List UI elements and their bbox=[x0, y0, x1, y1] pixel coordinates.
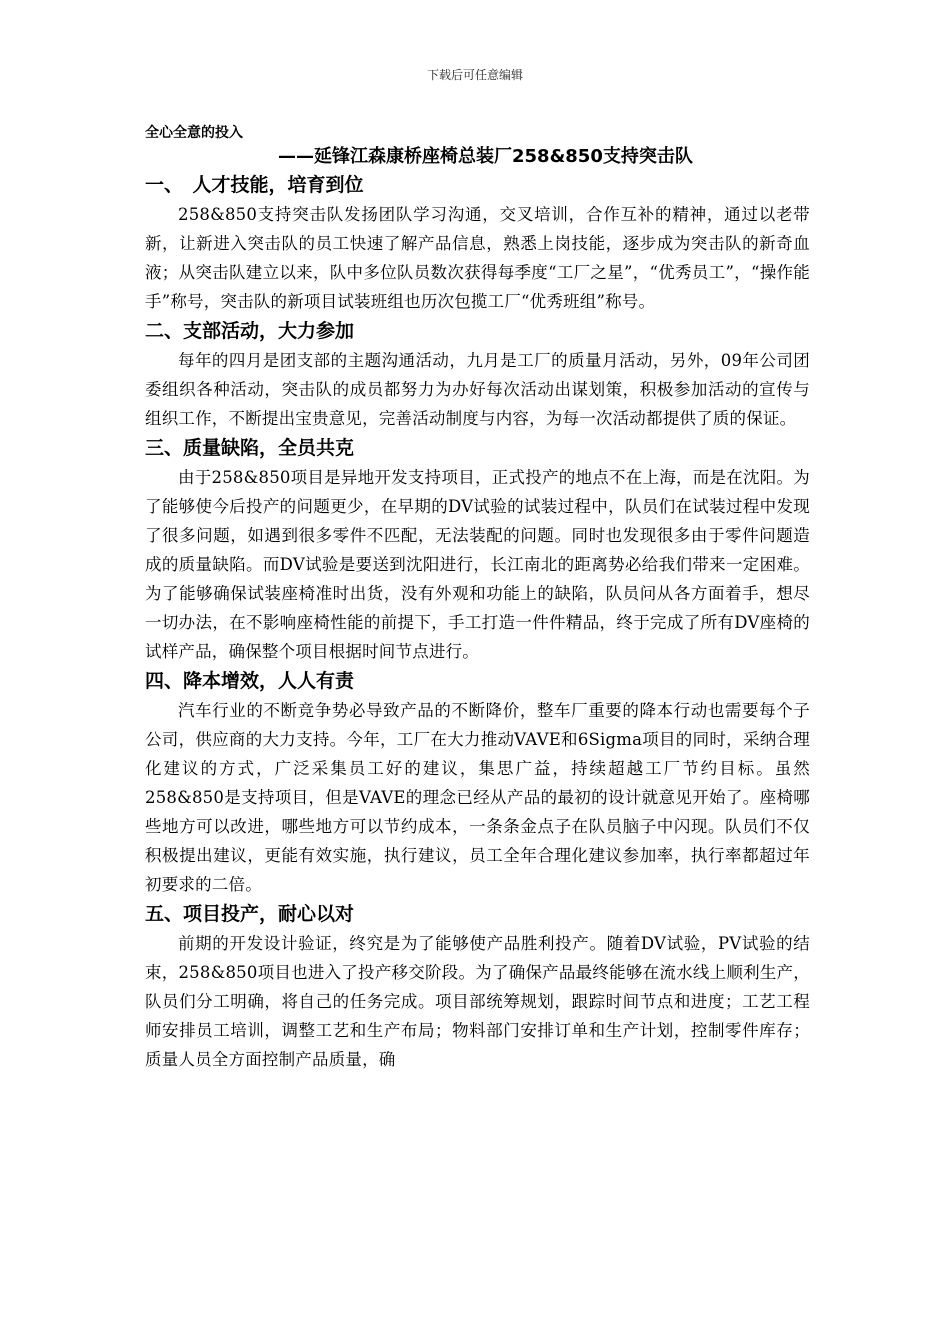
section-paragraph: 前期的开发设计验证，终究是为了能够使产品胜利投产。随着DV试验，PV试验的结束，258&850项目也进入了投产移交阶段。为了确保产品最终能够在流水线上顺利生产，队员们分工明确，将自己的任务完成。项目部统筹规划，跟踪时间节点和进度；工艺工程师安排员工培训，调整工艺和生产布局；物料部门安排订单和生产计划，控制零件库存；质量人员全方面控制产品质量，确 bbox=[145, 934, 810, 1069]
section-paragraph: 由于258&850项目是异地开发支持项目，正式投产的地点不在上海，而是在沈阳。为了能够使今后投产的问题更少，在早期的DV试验的试装过程中，队员们在试装过程中发现了很多问题，如遇到很多零件不匹配，无法装配的问题。同时也发现很多由于零件问题造成的质量缺陷。而DV试验是要送到沈阳进行，长江南北的距离势必给我们带来一定困难。为了能够确保试装座椅准时出货，没有外观和功能上的缺陷，队员问从各方面着手，想尽一切办法，在不影响座椅性能的前提下，手工打造一件件精品，终于完成了所有DV座椅的试样产品，确保整个项目根据时间节点进行。 bbox=[145, 468, 810, 661]
section-heading: 二、支部活动，大力参加 bbox=[145, 320, 355, 342]
section-quality-defects bbox=[145, 433, 810, 666]
document-title: 全心全意的投入 bbox=[145, 125, 243, 141]
section-paragraph: 258&850支持突击队发扬团队学习沟通，交叉培训，合作互补的精神，通过以老带新，让新进入突击队的员工快速了解产品信息，熟悉上岗技能，逐步成为突击队的新奇血液；从突击队建立以来，队中多位队员数次获得每季度“工厂之星”，“优秀员工”，“操作能手”称号，突击队的新项目试装班组也历次包揽工厂“优秀班组”称号。 bbox=[145, 205, 810, 311]
section-cost-reduction bbox=[145, 666, 810, 899]
section-talent-skills bbox=[145, 170, 810, 316]
section-heading: 一、 人才技能，培育到位 bbox=[145, 174, 364, 196]
section-paragraph: 每年的四月是团支部的主题沟通活动，九月是工厂的质量月活动，另外，09年公司团委组织各种活动，突击队的成员都努力为办好每次活动出谋划策，积极参加活动的宣传与组织工作，不断提出宝贵意见，完善活动制度与内容，为每一次活动都提供了质的保证。 bbox=[145, 351, 810, 428]
document-subtitle: ——延锋江森康桥座椅总装厂258&850支持突击队 bbox=[278, 146, 693, 167]
section-project-production bbox=[145, 899, 810, 1074]
section-heading: 三、质量缺陷，全员共克 bbox=[145, 437, 355, 459]
section-branch-activities bbox=[145, 316, 810, 433]
document-body bbox=[145, 122, 810, 1074]
section-paragraph: 汽车行业的不断竞争势必导致产品的不断降价，整车厂重要的降本行动也需要每个子公司，供应商的大力支持。今年，工厂在大力推动VAVE和6Sigma项目的同时，采纳合理化建议的方式，广泛采集员工好的建议，集思广益，持续超越工厂节约目标。虽然258&850是支持项目，但是VAVE的理念已经从产品的最初的设计就意见开始了。座椅哪些地方可以改进，哪些地方可以节约成本，一条条金点子在队员脑子中闪现。队员们不仅积极提出建议，更能有效实施，执行建议，员工全年合理化建议参加率，执行率都超过年初要求的二倍。 bbox=[145, 701, 810, 894]
section-heading: 四、降本增效，人人有责 bbox=[145, 670, 355, 692]
page-header-note: 下载后可任意编辑 bbox=[426, 68, 523, 82]
section-heading: 五、项目投产，耐心以对 bbox=[145, 903, 355, 925]
